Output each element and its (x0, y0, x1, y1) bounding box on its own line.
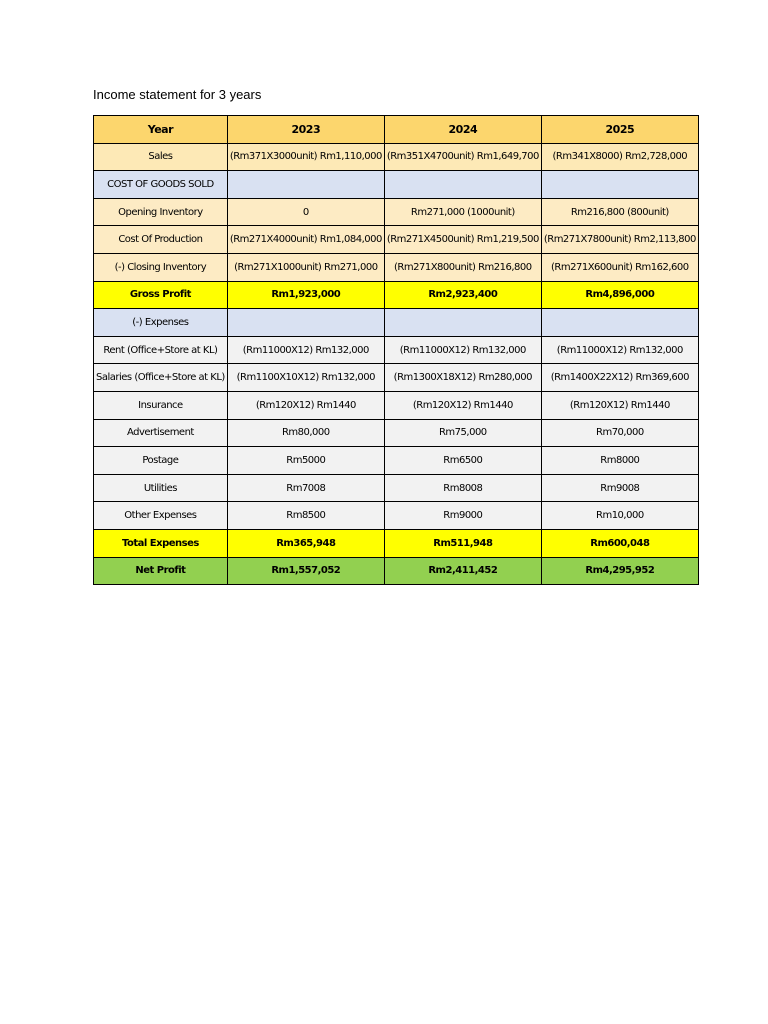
table-row-salaries (94, 364, 699, 392)
table-row-postage (94, 447, 699, 475)
table-row-sales (94, 143, 699, 171)
row-label: COST OF GOODS SOLD (94, 171, 228, 199)
cell-2025 (541, 171, 698, 199)
cell-2025: Rm4,295,952 (541, 557, 698, 585)
income-statement-table (93, 115, 699, 585)
table-row-cost-of-production (94, 226, 699, 254)
cell-2025: Rm9008 (541, 474, 698, 502)
cell-2025: (Rm11000X12) Rm132,000 (541, 336, 698, 364)
row-label: Rent (Office+Store at KL) (94, 336, 228, 364)
cell-2025: Rm70,000 (541, 419, 698, 447)
table-header-row (94, 116, 699, 144)
cell-2023 (227, 309, 384, 337)
table-row-expenses-heading (94, 309, 699, 337)
cell-2025 (541, 309, 698, 337)
row-label: (-) Closing Inventory (94, 253, 228, 281)
header-2023: 2023 (227, 116, 384, 144)
cell-2024: Rm75,000 (384, 419, 541, 447)
row-label: Utilities (94, 474, 228, 502)
header-year: Year (94, 116, 228, 144)
cell-2023 (227, 171, 384, 199)
cell-2023: (Rm120X12) Rm1440 (227, 391, 384, 419)
cell-2024: (Rm271X800unit) Rm216,800 (384, 253, 541, 281)
cell-2024: Rm9000 (384, 502, 541, 530)
cell-2024: Rm2,411,452 (384, 557, 541, 585)
cell-2024: (Rm1300X18X12) Rm280,000 (384, 364, 541, 392)
cell-2023: Rm365,948 (227, 529, 384, 557)
document-title: Income statement for 3 years (93, 87, 262, 102)
table-row-gross-profit (94, 281, 699, 309)
cell-2023: Rm5000 (227, 447, 384, 475)
cell-2024: (Rm351X4700unit) Rm1,649,700 (384, 143, 541, 171)
cell-2024: (Rm271X4500unit) Rm1,219,500 (384, 226, 541, 254)
row-label: Gross Profit (94, 281, 228, 309)
table-row-other-expenses (94, 502, 699, 530)
cell-2025: (Rm271X600unit) Rm162,600 (541, 253, 698, 281)
table-row-opening-inventory (94, 198, 699, 226)
row-label: Insurance (94, 391, 228, 419)
cell-2024: Rm511,948 (384, 529, 541, 557)
table-row-closing-inventory (94, 253, 699, 281)
table-row-insurance (94, 391, 699, 419)
cell-2023: 0 (227, 198, 384, 226)
cell-2023: (Rm371X3000unit) Rm1,110,000 (227, 143, 384, 171)
cell-2024 (384, 309, 541, 337)
cell-2023: Rm7008 (227, 474, 384, 502)
cell-2025: Rm216,800 (800unit) (541, 198, 698, 226)
cell-2024: (Rm120X12) Rm1440 (384, 391, 541, 419)
row-label: Net Profit (94, 557, 228, 585)
row-label: Other Expenses (94, 502, 228, 530)
cell-2025: Rm600,048 (541, 529, 698, 557)
row-label: Cost Of Production (94, 226, 228, 254)
cell-2023: (Rm11000X12) Rm132,000 (227, 336, 384, 364)
cell-2023: Rm1,557,052 (227, 557, 384, 585)
cell-2025: Rm4,896,000 (541, 281, 698, 309)
cell-2025: (Rm120X12) Rm1440 (541, 391, 698, 419)
row-label: Salaries (Office+Store at KL) (94, 364, 228, 392)
table-row-cogs-heading (94, 171, 699, 199)
cell-2025: (Rm341X8000) Rm2,728,000 (541, 143, 698, 171)
cell-2023: Rm8500 (227, 502, 384, 530)
cell-2024: Rm2,923,400 (384, 281, 541, 309)
row-label: Postage (94, 447, 228, 475)
cell-2024: Rm8008 (384, 474, 541, 502)
header-2025: 2025 (541, 116, 698, 144)
cell-2024: (Rm11000X12) Rm132,000 (384, 336, 541, 364)
cell-2023: (Rm271X4000unit) Rm1,084,000 (227, 226, 384, 254)
cell-2023: Rm80,000 (227, 419, 384, 447)
row-label: (-) Expenses (94, 309, 228, 337)
table-row-total-expenses (94, 529, 699, 557)
table-row-utilities (94, 474, 699, 502)
cell-2023: Rm1,923,000 (227, 281, 384, 309)
row-label: Opening Inventory (94, 198, 228, 226)
cell-2023: (Rm1100X10X12) Rm132,000 (227, 364, 384, 392)
cell-2025: Rm10,000 (541, 502, 698, 530)
cell-2025: (Rm1400X22X12) Rm369,600 (541, 364, 698, 392)
table-row-rent (94, 336, 699, 364)
header-2024: 2024 (384, 116, 541, 144)
cell-2023: (Rm271X1000unit) Rm271,000 (227, 253, 384, 281)
row-label: Advertisement (94, 419, 228, 447)
table-row-advertisement (94, 419, 699, 447)
cell-2024: Rm6500 (384, 447, 541, 475)
cell-2025: (Rm271X7800unit) Rm2,113,800 (541, 226, 698, 254)
cell-2025: Rm8000 (541, 447, 698, 475)
row-label: Sales (94, 143, 228, 171)
row-label: Total Expenses (94, 529, 228, 557)
table-row-net-profit (94, 557, 699, 585)
cell-2024: Rm271,000 (1000unit) (384, 198, 541, 226)
cell-2024 (384, 171, 541, 199)
